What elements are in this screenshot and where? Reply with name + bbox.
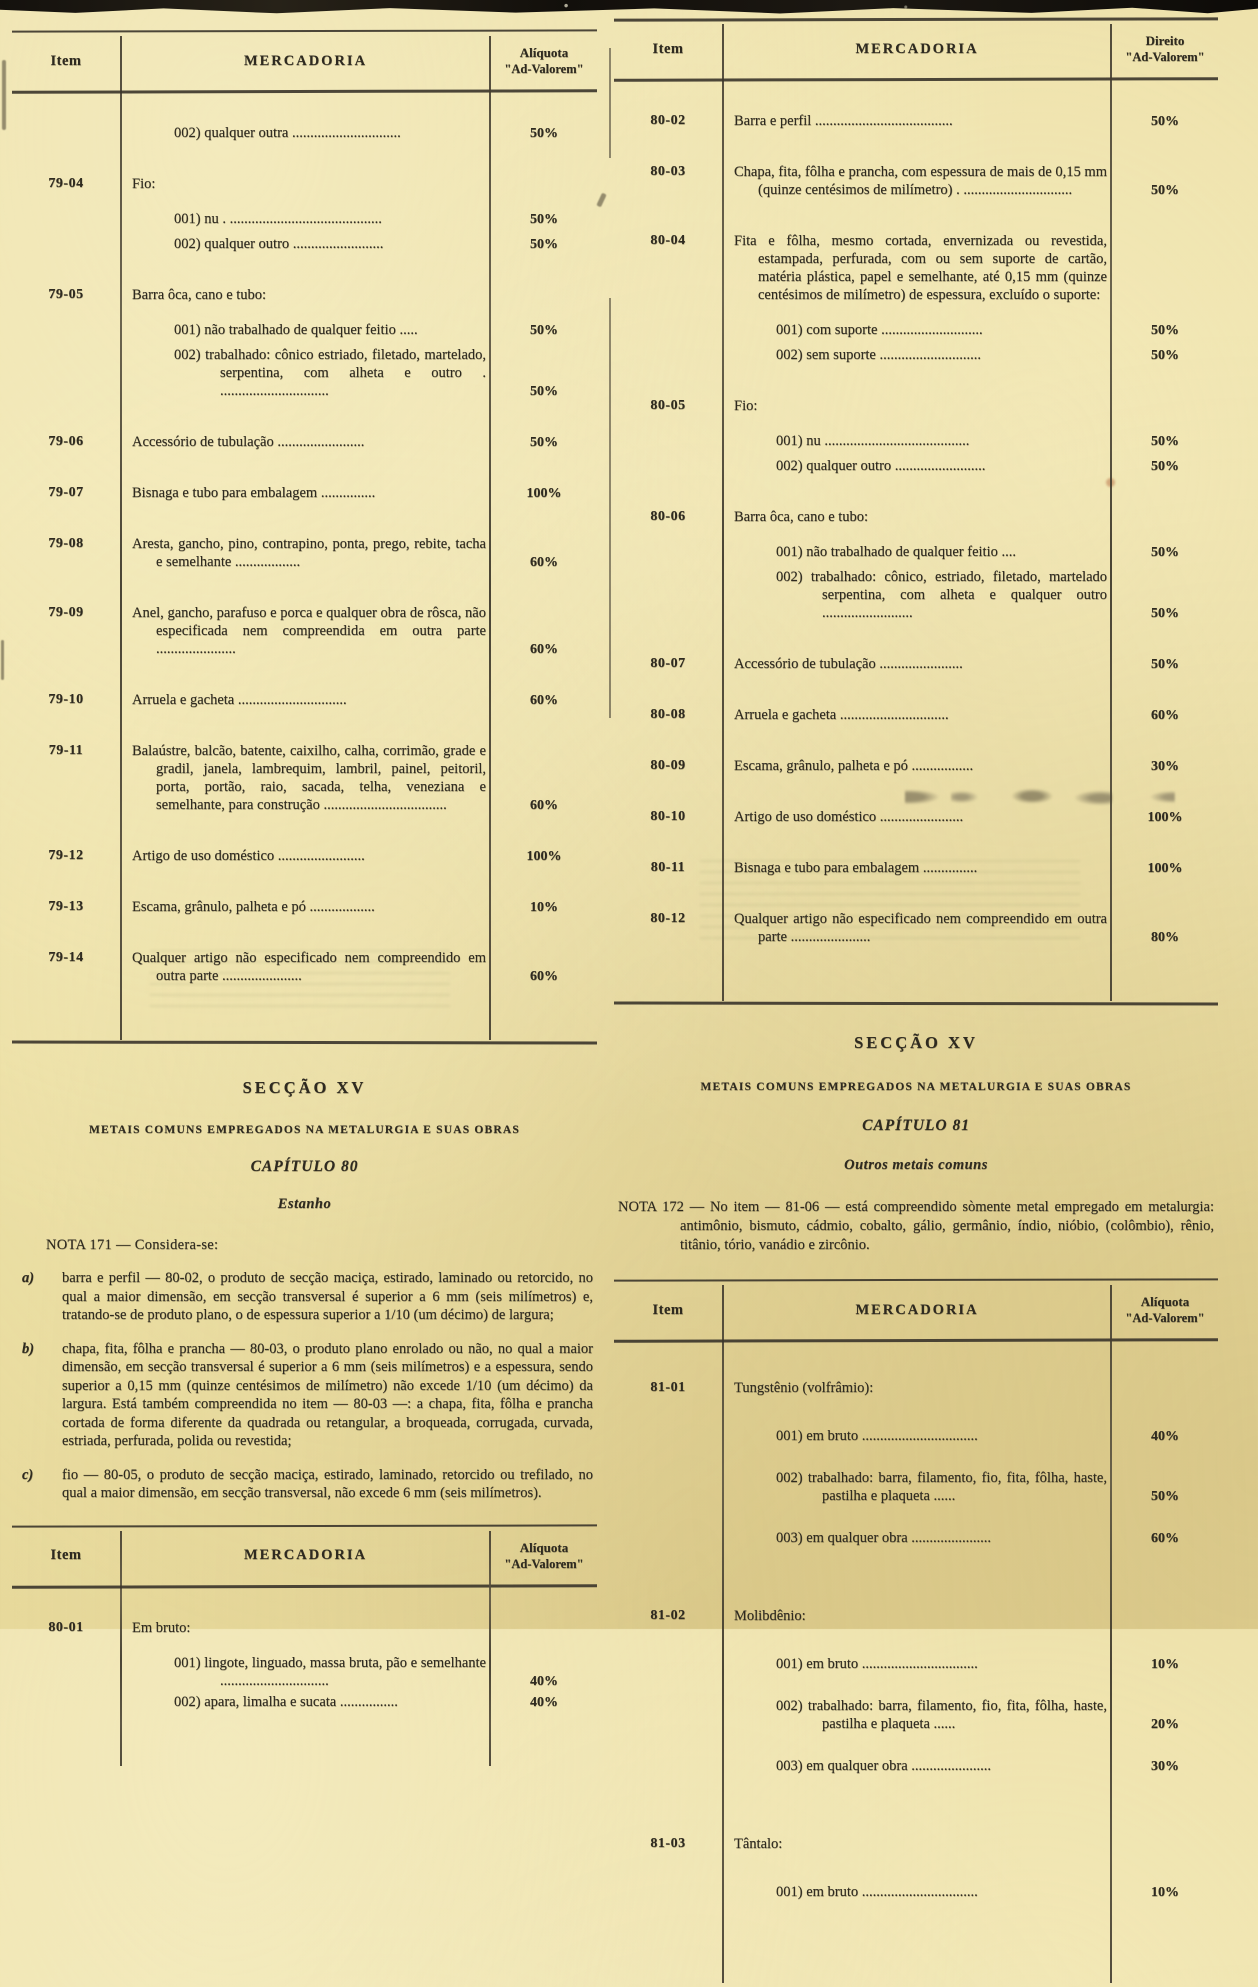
row-blocks	[120, 847, 597, 868]
note-item-label: b)	[22, 1340, 35, 1357]
row-description: 001) lingote, linguado, massa bruta, pão e semelhante ..............................	[174, 1654, 486, 1689]
row-description: Tântalo:	[734, 1836, 783, 1852]
row-rate: 40%	[530, 1694, 558, 1710]
row-description: Fio:	[132, 176, 156, 192]
table-left-rule	[609, 48, 611, 158]
table-row	[12, 286, 597, 403]
row-description: 003) em qualquer obra ......................	[776, 1530, 992, 1546]
row-description: Barra e perfil ......................................	[734, 113, 953, 129]
ink-smudge	[596, 193, 606, 208]
row-rate	[491, 175, 597, 193]
row-description: Artigo de uso doméstico ........................	[132, 848, 365, 864]
header-rate-label	[1112, 32, 1218, 66]
row-blocks	[722, 397, 1218, 478]
table-row	[614, 397, 1218, 478]
row-description: 001) não trabalhado de qualquer feitio .....	[174, 322, 418, 338]
row-blocks	[722, 163, 1218, 202]
table-row	[614, 910, 1218, 949]
row-blocks	[120, 124, 597, 145]
row-description: 001) em bruto ................................	[776, 1428, 978, 1444]
item-code: 80-07	[650, 656, 686, 671]
row-blocks	[120, 1619, 597, 1714]
item-code: 80-08	[650, 707, 686, 722]
row-description: Molibdênio:	[734, 1608, 806, 1624]
row-rate: 50%	[530, 126, 558, 141]
table-row-line	[722, 1529, 1218, 1547]
row-description: Arruela e gacheta ..............................	[132, 692, 347, 708]
row-description: Qualquer artigo não especificado nem compreendido em outra parte ......................	[132, 950, 486, 984]
row-description: Anel, gancho, parafuso e porca e qualquer obra de rôsca, não especificada nem compreendida em outra parte ......................	[132, 605, 486, 657]
item-code: 79-13	[48, 899, 84, 914]
table-row-line	[120, 321, 597, 339]
row-rate: 10%	[1151, 1885, 1179, 1900]
table-header	[12, 30, 597, 90]
item-code: 80-01	[48, 1619, 84, 1635]
row-description: 002) trabalhado: barra, filamento, fio, fita, fôlha, haste, pastilha e plaqueta ......	[776, 1698, 1107, 1732]
header-rate-label	[491, 1539, 597, 1573]
table-row	[12, 535, 597, 574]
row-rate	[1112, 1835, 1218, 1853]
note-item-label: c)	[22, 1466, 34, 1483]
chapter-subtitle: Estanho	[277, 1196, 332, 1212]
row-blocks	[722, 859, 1218, 880]
row-blocks	[120, 898, 597, 919]
table-row	[12, 847, 597, 868]
row-rate: 50%	[1151, 1489, 1179, 1504]
table-body	[12, 90, 597, 1044]
item-code: 80-03	[650, 164, 686, 179]
tariff-table-outros-metais	[614, 1279, 1218, 1987]
item-code: 81-03	[650, 1836, 686, 1851]
row-description: 001) em bruto ................................	[776, 1884, 978, 1900]
table-row	[12, 742, 597, 817]
row-rate: 20%	[1151, 1717, 1179, 1732]
row-rate: 40%	[1151, 1429, 1179, 1444]
right-column	[614, 18, 1218, 1987]
row-description: Fio:	[734, 398, 758, 414]
table-row	[614, 1379, 1218, 1571]
ink-smudge	[2, 60, 6, 130]
table-header	[12, 1525, 597, 1585]
item-code: 79-11	[48, 743, 84, 758]
row-blocks	[120, 949, 597, 988]
row-rate: 60%	[1151, 708, 1179, 723]
header-rate-label	[1112, 1293, 1218, 1327]
row-blocks	[722, 232, 1218, 367]
section-subtitle: METAIS COMUNS EMPREGADOS NA METALURGIA E SUAS OBRAS	[700, 1081, 1132, 1093]
table-row-line	[722, 757, 1218, 775]
row-description: Tungstênio (volfrâmio):	[734, 1380, 874, 1396]
header-rate-label	[491, 44, 597, 78]
row-rate: 10%	[1151, 1657, 1179, 1672]
row-blocks	[120, 175, 597, 256]
row-description: 001) com suporte ............................	[776, 322, 983, 338]
item-code: 79-14	[48, 950, 84, 965]
header-rate-subtitle: "Ad-Valorem"	[1125, 1311, 1205, 1325]
table-row-line	[722, 321, 1218, 339]
row-description: Chapa, fita, fôlha e prancha, com espessura de mais de 0,15 mm (quinze centésimos de milímetro) . ..............................	[734, 164, 1107, 198]
row-rate: 60%	[530, 798, 558, 813]
note-item-text: barra e perfil — 80-02, o produto de secção maciça, estirado, laminado ou retorcido, no qual a maior dimensão, em secção transversal é superior a 6 mm (seis milímetros) e, tratando-se de produto plano, o de espessura superior a 1/10 (um décimo) de largura;	[62, 1270, 593, 1323]
table-row-line	[120, 1654, 597, 1690]
table-body	[12, 1585, 597, 1770]
row-description: Barra ôca, cano e tubo:	[734, 509, 869, 525]
row-description: 002) sem suporte ............................	[776, 347, 981, 363]
table-body	[614, 1339, 1218, 1987]
item-code: 79-12	[48, 848, 84, 863]
header-mercadoria-label: MERCADORIA	[855, 1301, 979, 1318]
note-item-text: fio — 80-05, o produto de secção maciça, estirado, laminado, retorcido ou trefilado, no qual a maior dimensão, em secção transversal, não excede 6 mm (seis milímetros).	[62, 1466, 593, 1501]
row-blocks	[722, 706, 1218, 727]
row-description: 002) qualquer outro .........................	[776, 458, 986, 474]
row-rate: 50%	[1151, 657, 1179, 672]
table-row-line	[120, 604, 597, 658]
item-code: 81-01	[650, 1380, 686, 1395]
row-blocks	[722, 1607, 1218, 1799]
row-blocks	[722, 1835, 1218, 1925]
row-rate: 40%	[530, 1673, 558, 1689]
row-rate	[1112, 397, 1218, 415]
row-description: Balaústre, balcão, batente, caixilho, calha, corrimão, grade e gradil, janela, lambrequim, lambril, painel, peitoril, porta, portão, raio, sacada, telha, veneziana e semelhante, para construção ..................................	[132, 743, 486, 813]
table-row-line	[120, 1693, 597, 1711]
table-row-line	[120, 210, 597, 228]
row-rate: 100%	[526, 486, 562, 501]
header-rate-title: Alíquota	[1140, 1294, 1190, 1309]
table-row	[614, 1607, 1218, 1799]
row-description: Arruela e gacheta ..............................	[734, 707, 949, 723]
table-row-line	[722, 1757, 1218, 1775]
row-description: 002) apara, limalha e sucata ................	[174, 1693, 398, 1710]
chapter-heading: CAPÍTULO 80	[250, 1158, 359, 1175]
item-code: 80-12	[650, 911, 686, 926]
row-rate: 50%	[530, 212, 558, 227]
row-description: 002) qualquer outro .........................	[174, 236, 384, 252]
row-blocks	[722, 655, 1218, 676]
row-blocks	[722, 808, 1218, 829]
header-mercadoria-label: MERCADORIA	[243, 1547, 368, 1563]
header-rate-title: Alíquota	[519, 1539, 569, 1555]
row-description: Aresta, gancho, pino, contrapino, ponta, prego, rebite, tacha e semelhante ..................	[132, 536, 486, 570]
row-description: Escama, grânulo, palheta e pó ..................	[132, 899, 375, 915]
table-row-line	[722, 910, 1218, 946]
table-row-line	[722, 859, 1218, 877]
table-row-line	[120, 691, 597, 709]
row-rate: 50%	[1151, 183, 1179, 198]
row-rate: 50%	[1151, 434, 1179, 449]
table-row	[12, 484, 597, 505]
row-description: Bisnaga e tubo para embalagem ...............	[734, 860, 978, 876]
row-rate: 50%	[1151, 459, 1179, 474]
row-rate: 60%	[530, 969, 558, 984]
table-row-line	[722, 1883, 1218, 1901]
table-row-line	[722, 706, 1218, 724]
row-description: 002) trabalhado: cônico, estriado, filetado, martelado serpentina, com alheta e qualquer outro .........................	[776, 569, 1107, 621]
section-heading: SECÇÃO XV	[854, 1033, 978, 1052]
table-header	[614, 18, 1218, 78]
table-row-line	[722, 457, 1218, 475]
row-description: 002) qualquer outra ..............................	[174, 125, 401, 141]
row-rate: 100%	[1147, 861, 1183, 876]
row-rate: 50%	[1151, 323, 1179, 338]
item-code: 80-05	[650, 398, 686, 413]
table-row-line	[722, 1379, 1218, 1397]
row-blocks	[722, 757, 1218, 778]
table-row-line	[722, 397, 1218, 415]
table-left-rule	[609, 298, 611, 718]
table-row-line	[120, 433, 597, 451]
chapter-subtitle: Outros metais comuns	[844, 1157, 988, 1173]
tariff-table-estanho-cont	[614, 18, 1218, 1005]
table-row-line	[722, 232, 1218, 304]
row-description: Accessório de tubulação .......................	[734, 656, 963, 672]
note-list-item	[16, 1340, 593, 1451]
header-item-label: Item	[50, 1547, 82, 1563]
item-code: 81-02	[650, 1608, 686, 1623]
row-rate: 50%	[1151, 348, 1179, 363]
row-rate: 50%	[1151, 114, 1179, 129]
item-code: 80-02	[650, 113, 686, 128]
row-rate: 10%	[530, 900, 558, 915]
table-row-line	[120, 124, 597, 142]
row-blocks	[120, 433, 597, 454]
row-description: 002) trabalhado: cônico estriado, filetado, martelado, serpentina, com alheta e outro . ..............................	[174, 347, 486, 399]
table-row	[614, 1835, 1218, 1925]
row-description: 001) nu . ..........................................	[174, 211, 382, 227]
table-row-line	[722, 432, 1218, 450]
row-blocks	[120, 691, 597, 712]
table-row	[614, 808, 1218, 829]
item-code: 79-08	[48, 536, 84, 551]
table-row-line	[120, 286, 597, 304]
left-column	[12, 30, 597, 1770]
table-row	[12, 124, 597, 145]
table-row	[12, 604, 597, 661]
row-rate: 50%	[530, 435, 558, 450]
table-row	[614, 757, 1218, 778]
table-row-line	[722, 1655, 1218, 1673]
table-row	[12, 898, 597, 919]
table-row-line	[120, 742, 597, 814]
row-blocks	[120, 484, 597, 505]
tariff-table-zinc	[12, 30, 597, 1044]
row-rate: 50%	[530, 323, 558, 338]
row-rate: 50%	[530, 384, 558, 399]
row-rate: 30%	[1151, 1759, 1179, 1774]
header-item-label: Item	[50, 52, 82, 69]
row-rate: 60%	[530, 642, 558, 657]
row-rate	[1112, 232, 1218, 304]
row-rate: 100%	[1147, 810, 1183, 825]
item-code: 80-10	[650, 809, 686, 824]
header-rate-subtitle: "Ad-Valorem"	[504, 1556, 584, 1571]
table-row	[12, 433, 597, 454]
item-code: 80-11	[650, 860, 686, 875]
row-rate: 100%	[526, 849, 562, 864]
row-description: Barra ôca, cano e tubo:	[132, 287, 267, 303]
note-list-item	[16, 1466, 593, 1503]
table-row-line	[722, 1469, 1218, 1505]
section-outros-metais	[614, 1033, 1218, 1255]
table-row-line	[722, 655, 1218, 673]
table-row	[614, 232, 1218, 367]
row-description: 001) não trabalhado de qualquer feitio ....	[776, 544, 1016, 560]
note-item-label: a)	[22, 1270, 35, 1286]
table-row-line	[722, 1835, 1218, 1853]
table-row	[614, 508, 1218, 625]
table-row-line	[722, 1607, 1218, 1625]
header-rate-title: Direito	[1145, 33, 1185, 48]
table-row	[614, 163, 1218, 202]
row-rate	[1112, 1607, 1218, 1625]
item-code: 79-04	[48, 176, 84, 191]
table-row	[614, 112, 1218, 133]
table-row-line	[120, 484, 597, 502]
note-list-item	[16, 1269, 593, 1325]
note-intro: NOTA 171 — Considera-se:	[46, 1237, 219, 1253]
note-paragraph: NOTA 172 — No item — 81-06 — está compreendido sòmente metal empregado em metalurgia: antimônio, bismuto, cádmio, cobalto, gálio, germânio, índio, nióbio, (colômbio), rênio, titânio, tório, vanádio e zircônio.	[618, 1199, 1214, 1253]
row-rate: 50%	[530, 237, 558, 252]
table-row	[614, 859, 1218, 880]
row-blocks	[120, 604, 597, 661]
item-code: 79-05	[48, 287, 84, 302]
item-code	[12, 124, 120, 145]
chapter-heading: CAPÍTULO 81	[862, 1117, 970, 1134]
table-row	[614, 706, 1218, 727]
header-item-label: Item	[652, 40, 684, 57]
table-row-line	[722, 508, 1218, 526]
item-code: 80-04	[650, 233, 686, 248]
table-body	[614, 78, 1218, 1005]
table-row-line	[120, 949, 597, 985]
ink-smudge	[1, 640, 4, 680]
row-description: Fita e fôlha, mesmo cortada, envernizada ou revestida, estampada, perfurada, com ou sem suporte de cartão, matéria plástica, papel e semelhante, até 0,15 mm (quinze centésimos de milímetro) de espessura, excluído o suporte:	[734, 233, 1107, 303]
row-rate: 60%	[530, 555, 558, 570]
row-blocks	[120, 742, 597, 817]
row-rate	[1112, 1379, 1218, 1397]
header-mercadoria-label: MERCADORIA	[855, 40, 979, 57]
row-description: Qualquer artigo não especificado nem compreendido em outra parte ......................	[734, 911, 1107, 945]
row-blocks	[722, 112, 1218, 133]
table-row	[12, 175, 597, 256]
item-code: 79-10	[48, 692, 84, 707]
row-rate	[491, 286, 597, 304]
row-description: 002) trabalhado: barra, filamento, fio, fita, fôlha, haste, pastilha e plaqueta ......	[776, 1470, 1107, 1504]
item-code: 80-06	[650, 509, 686, 524]
row-rate: 50%	[1151, 545, 1179, 560]
table-row	[12, 949, 597, 988]
tariff-table-estanho	[12, 1525, 597, 1770]
row-blocks	[120, 286, 597, 403]
table-row-line	[722, 568, 1218, 622]
table-row-line	[722, 163, 1218, 199]
section-heading: SECÇÃO XV	[242, 1078, 367, 1097]
item-code: 79-06	[48, 434, 84, 449]
row-blocks	[722, 508, 1218, 625]
row-rate	[491, 1619, 597, 1637]
item-code: 79-09	[48, 605, 84, 620]
row-rate: 80%	[1151, 930, 1179, 945]
row-description: Em bruto:	[132, 1619, 191, 1636]
header-item-label: Item	[652, 1301, 684, 1318]
row-rate: 50%	[1151, 606, 1179, 621]
row-blocks	[722, 910, 1218, 949]
section-estanho	[12, 1078, 597, 1503]
header-rate-subtitle: "Ad-Valorem"	[1125, 50, 1205, 64]
header-rate-title: Alíquota	[519, 45, 569, 60]
item-code: 80-09	[650, 758, 686, 773]
table-row-line	[120, 898, 597, 916]
row-description: 001) nu ........................................	[776, 433, 970, 449]
table-row-line	[120, 847, 597, 865]
row-description: 001) em bruto ................................	[776, 1656, 978, 1672]
row-rate: 30%	[1151, 759, 1179, 774]
table-row-line	[722, 543, 1218, 561]
row-description: Accessório de tubulação ........................	[132, 434, 365, 450]
table-row-line	[120, 1619, 597, 1637]
table-row-line	[120, 346, 597, 400]
row-rate	[1112, 508, 1218, 526]
table-row	[12, 1619, 597, 1714]
section-subtitle: METAIS COMUNS EMPREGADOS NA METALURGIA E SUAS OBRAS	[88, 1124, 521, 1136]
table-header	[614, 1279, 1218, 1339]
table-row-line	[722, 346, 1218, 364]
page-top-edge-artifact	[0, 0, 1258, 14]
table-row-line	[722, 112, 1218, 130]
table-row-line	[120, 235, 597, 253]
table-row-line	[120, 175, 597, 193]
item-code: 79-07	[48, 485, 84, 500]
table-row-line	[722, 1697, 1218, 1733]
note-item-text: chapa, fita, fôlha e prancha — 80-03, o produto plano enrolado ou não, no qual a maior dimensão, em secção transversal é superior a 6 mm (seis milímetros) e a espessura, sendo superior a 0,15 mm (quinze centésimos de milímetro) não excede 1/10 (um décimo) da largura. Está também compreendida no item — 80-03 —: a chapa, fita, fôlha e prancha cortada de forma diferente da quadrada ou retangular, a broqueada, corrugada, curvada, estriada, perfurada, polida ou revestida;	[62, 1340, 593, 1449]
table-row	[614, 655, 1218, 676]
row-description: Artigo de uso doméstico .......................	[734, 809, 964, 825]
row-description: Escama, grânulo, palheta e pó .................	[734, 758, 974, 774]
table-row	[12, 691, 597, 712]
row-description: 003) em qualquer obra ......................	[776, 1758, 992, 1774]
table-row-line	[722, 1427, 1218, 1445]
row-rate: 60%	[1151, 1531, 1179, 1546]
row-blocks	[120, 535, 597, 574]
row-blocks	[722, 1379, 1218, 1571]
header-mercadoria-label: MERCADORIA	[243, 52, 368, 69]
table-row-line	[120, 535, 597, 571]
header-rate-subtitle: "Ad-Valorem"	[504, 62, 584, 76]
row-description: Bisnaga e tubo para embalagem ...............	[132, 485, 376, 501]
row-rate: 60%	[530, 693, 558, 708]
table-row-line	[722, 808, 1218, 826]
